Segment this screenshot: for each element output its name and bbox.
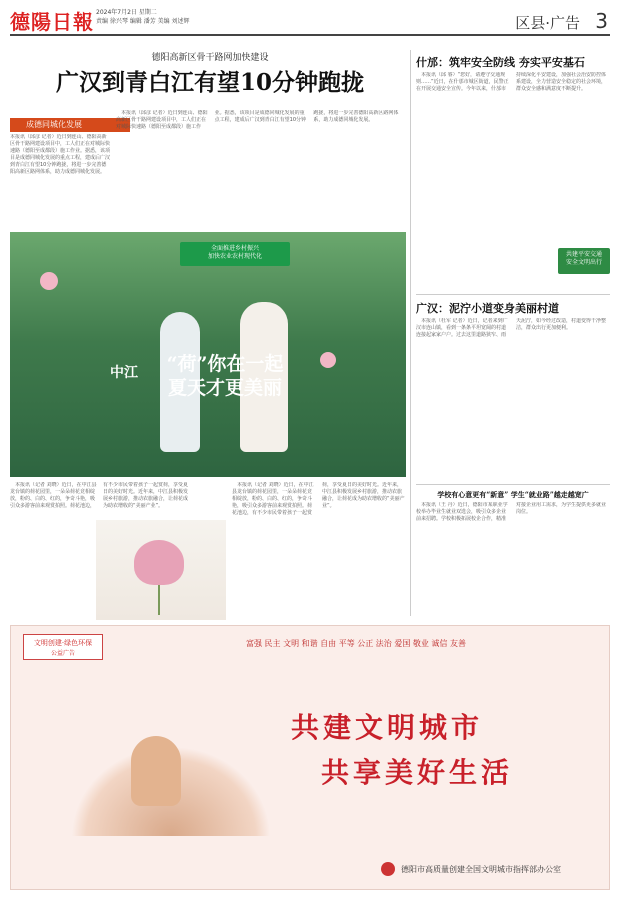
child-illustration: [131, 736, 181, 806]
ad-side-label: [23, 634, 103, 660]
lotus-flower-icon: [320, 352, 336, 368]
feature-headline-line1: “荷”你在一起: [166, 353, 284, 375]
shifang-body-text: 本报讯（邱 睿）“您好，请遵守交通规则……”近日，在什邡市城区街道，民警正在开展交通安全宣传。今年以来，什邡市持续深化平安建设，加强社会治安防控体系建设，全力营造安全稳定的社会环境，群众安全感和满意度不断提升。: [416, 72, 607, 92]
feature-body-text: 本报讯（记者 刘晓）近日，在中江县龙台镇的荷花园里，一朵朵荷花竞相绽放，粉的、白的、红的，争奇斗艳，吸引众多游客前来观赏拍照。荷花池边，有不少市民带着孩子一起赏荷，享受夏日的美好时光。近年来，中江县积极发展乡村旅游，推动农旅融合，让荷花成为助农增收的“美丽产业”。: [10, 482, 189, 509]
lead-body: 本报讯（邱彦 记者）近日到连山、德阳高新区骨干路网建设项目中，工人们正在对城际快速路（德阳至成都段）施工作业。据悉，该项目是成德同城化发展的重点工程，建成后广汉到青白江有望10分钟跑拢，将进一步完善德阳高新区路网体系，助力成德同城化发展。: [10, 134, 110, 175]
shifang-badge-line2: 安全文明出行: [565, 259, 602, 266]
lead-body-columns: [116, 110, 406, 230]
divider: [416, 484, 610, 485]
shifang-badge: [558, 248, 610, 274]
feature-place: 中江: [110, 365, 138, 381]
lead-kicker: 德阳高新区骨干路网加快建设: [151, 53, 269, 63]
lead-headline: 广汉到青白江有望10分钟跑拢: [55, 69, 364, 96]
section-title: 区县·广告: [515, 14, 580, 32]
shifang-title: 什邡：筑牢安全防线 夯实平安基石: [416, 56, 585, 69]
public-service-ad: [10, 625, 610, 890]
ad-slogan-1: 共建文明城市: [291, 711, 484, 744]
column-divider: [410, 50, 411, 616]
masthead: [10, 6, 610, 36]
divider: [416, 294, 610, 295]
guanghan-body-text: 本报讯（杜军 记者）近日，记者来到广汉市连山镇，看到一条条平坦宽阔的村道连接起家家户户。过去这里道路狭窄、雨天泥泞，如今经过改造，村道变得干净整洁，群众出行更加便利。: [416, 318, 607, 338]
lotus-flower-icon: [40, 272, 58, 290]
lead-body-text: 本报讯（邱彦 记者）近日到连山、德阳高新区骨干路网建设项目中，工人们正在对城际快速路（德阳至成都段）施工作业。据悉，该项目是成德同城化发展的重点工程，建成后广汉到青白江有望10分钟跑拢，将进一步完善德阳高新区路网体系，助力成德同城化发展。: [116, 110, 399, 130]
issue-staff: 责编 徐兴琴 编辑 潘芳 美编 刘述辉: [96, 18, 190, 25]
feature-headline: [150, 352, 300, 400]
feature-badge: [180, 242, 290, 266]
issue-date: 2024年7月2日 星期二: [96, 9, 157, 16]
school-body-text: 本报讯（王 丹）近日，德阳市某职业学校举办毕业生就业双选会，吸引众多企业前来招聘。学校积极拓展校企合作，精准对接企业用工需求，为学生提供更多就业岗位。: [416, 502, 607, 522]
lotus-flower-icon: [134, 540, 184, 585]
school-body: [416, 502, 610, 614]
guanghan-title: 广汉：泥泞小道变身美丽村道: [416, 302, 559, 315]
ad-sponsor: 德阳市高质量创建全国文明城市指挥部办公室: [401, 865, 561, 874]
feature-badge-line2: 加快农业农村现代化: [207, 253, 262, 260]
feature-badge-line1: 全面推进乡村振兴: [210, 245, 259, 252]
ad-side-subtitle: 公益广告: [50, 650, 75, 657]
shifang-badge-line1: 共建平安交通: [565, 251, 602, 258]
feature-body-2: [232, 482, 406, 612]
feature-photo: [10, 232, 406, 477]
feature-headline-line2: 夏天才更美丽: [167, 377, 282, 399]
lotus-stem: [158, 585, 160, 615]
lotus-photo: [96, 520, 226, 620]
page-number: 3: [595, 9, 608, 33]
lead-tag: 成德同城化发展: [10, 118, 130, 132]
issue-meta: [96, 8, 236, 26]
city-logo-icon: [381, 862, 395, 876]
ad-slogan-2: 共享美好生活: [321, 756, 514, 789]
feature-body-text-2: 本报讯（记者 刘晓）近日，在中江县龙台镇的荷花园里，一朵朵荷花竞相绽放，粉的、白的、红的，争奇斗艳，吸引众多游客前来观赏拍照。荷花池边，有不少市民带着孩子一起赏荷，享受夏日的美好时光。近年来，中江县积极发展乡村旅游，推动农旅融合，让荷花成为助农增收的“美丽产业”。: [232, 482, 405, 516]
school-title: 学校有心意更有“新意” 学生“就业路”越走越宽广: [437, 490, 589, 499]
core-values: 富强 民主 文明 和谐 自由 平等 公正 法治 爱国 敬业 诚信 友善: [246, 639, 466, 648]
newspaper-logo: 德陽日報: [10, 10, 94, 34]
guanghan-body: [416, 318, 610, 478]
ad-side-title: 文明创建·绿色环保: [33, 639, 93, 647]
